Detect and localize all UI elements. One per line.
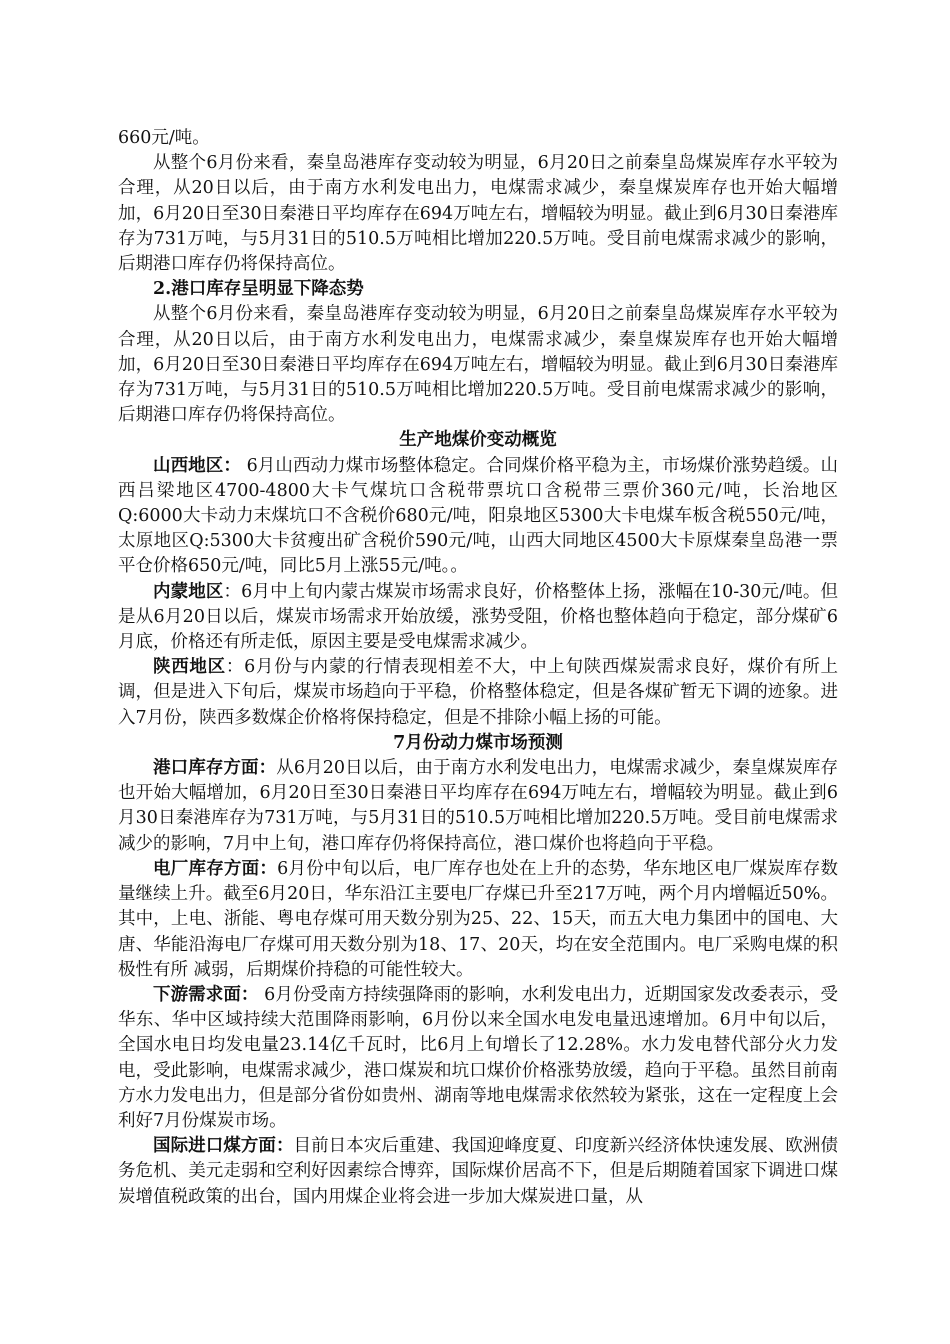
paragraph-demand (118, 983, 838, 1134)
paragraph-port-inventory-2: 从整个6月份来看，秦皇岛港库存变动较为明显，6月20日之前秦皇岛煤炭库存水平较为合理，从20日以后，由于南方水利发电出力，电煤需求减少，秦皇煤炭库存也开始大幅增加，6月20日至30日秦港日平均库存在694万吨左右，增幅较为明显。截止到6月30日秦港库存为731万吨，与5月31日的510.5万吨相比增加220.5万吨。受目前电煤需求减少的影响，后期港口库存仍将保持高位。 (118, 304, 838, 426)
text-demand: 6月份受南方持续强降雨的影响，水利发电出力，近期国家发改委表示，受华东、华中区域持续大范围降雨影响，6月份以来全国水电发电量迅速增加。6月中旬以后，全国水电日均发电量23.14亿千瓦时，比6月上旬增长了12.28%。水力发电替代部分火力发电，受此影响，电煤需求减少，港口煤炭和坑口煤价价格涨势放缓，趋向于平稳。虽然目前南方水力发电出力，但是部分省份如贵州、湖南等地电煤需求依然较为紧张，这在一定程度上会利好7月份煤炭市场。 (118, 984, 838, 1131)
paragraph-shanxi (118, 454, 838, 580)
label-demand: 下游需求面： (153, 984, 259, 1005)
label-shaanxi: 陕西地区 (153, 657, 226, 678)
paragraph-shaanxi (118, 655, 838, 731)
label-plant: 电厂库存方面： (153, 858, 278, 879)
paragraph-neimeng (118, 580, 838, 656)
text-port: 从6月20日以后，由于南方水利发电出力，电煤需求减少，秦皇煤炭库存也开始大幅增加，6月20日至30日秦港日平均库存在694万吨左右，增幅较为明显。截止到6月30日秦港库存为731万吨，与5月31日的510.5万吨相比增加220.5万吨。受目前电煤需求减少的影响，7月中上旬，港口库存仍将保持高位，港口煤价也将趋向于平稳。 (118, 758, 839, 854)
label-neimeng: 内蒙地区 (153, 581, 224, 602)
section-title-july-forecast: 7月份动力煤市场预测 (393, 732, 563, 753)
text-neimeng: ：6月中上旬内蒙古煤炭市场需求良好，价格整体上扬，涨幅在10-30元/吨。但是从6月20日以后，煤炭市场需求开始放缓，涨势受阻，价格也整体趋向于稳定，部分煤矿6月底，价格还有所走低，原因主要是受电煤需求减少。 (118, 581, 838, 653)
paragraph-port-inventory-1: 从整个6月份来看，秦皇岛港库存变动较为明显，6月20日之前秦皇岛煤炭库存水平较为合理，从20日以后，由于南方水利发电出力，电煤需求减少，秦皇煤炭库存也开始大幅增加，6月20日至30日秦港日平均库存在694万吨左右，增幅较为明显。截止到6月30日秦港库存为731万吨，与5月31日的510.5万吨相比增加220.5万吨。受目前电煤需求减少的影响，后期港口库存仍将保持高位。 (118, 153, 838, 275)
text-plant: 6月份中旬以后，电厂库存也处在上升的态势，华东地区电厂煤炭库存数量继续上升。截至6月20日，华东沿江主要电厂存煤已升至217万吨，两个月内增幅近50%。其中，上电、浙能、粤电存煤可用天数分别为25、22、15天，而五大电力集团中的国电、大唐、华能沿海电厂存煤可用天数分别为18、17、20天，均在安全范围内。电厂采购电煤的积极性有所 减弱，后期煤价持稳的可能性较大。 (118, 858, 838, 980)
text-shanxi: 6月山西动力煤市场整体稳定。合同煤价格平稳为主，市场煤价涨势趋缓。山西吕梁地区4700-4800大卡气煤坑口含税带票坑口含税带三票价360元/吨，长治地区Q:6000大卡动力末煤坑口不含税价680元/吨，阳泉地区5300大卡电煤车板含税550元/吨，太原地区Q:5300大卡贫瘦出矿含税价590元/吨，山西大同地区4500大卡原煤秦皇岛港一票平仓价格650元/吨，同比5月上涨55元/吨。。 (118, 455, 839, 577)
section-title-production-prices: 生产地煤价变动概览 (399, 430, 557, 451)
section-heading-port-inventory: 2.港口库存呈明显下降态势 (153, 279, 364, 300)
document-page (118, 126, 838, 1210)
text-import: 目前日本灾后重建、我国迎峰度夏、印度新兴经济体快速发展、欧洲债务危机、美元走弱和空利好因素综合博弈，国际煤价居高不下，但是后期随着国家下调进口煤炭增值税政策的出台，国内用煤企业将会进一步加大煤炭进口量，从 (118, 1136, 839, 1207)
label-import: 国际进口煤方面： (153, 1136, 294, 1157)
paragraph-plant (118, 857, 838, 983)
label-port: 港口库存方面： (153, 758, 277, 779)
text-shaanxi: ：6月份与内蒙的行情表现相差不大，中上旬陕西煤炭需求良好，煤价有所上调，但是进入下旬后，煤炭市场趋向于平稳，价格整体稳定，但是各煤矿暂无下调的迹象。进入7月份，陕西多数煤企价格将保持稳定，但是不排除小幅上扬的可能。 (118, 657, 839, 728)
label-shanxi: 山西地区： (153, 455, 241, 476)
paragraph-port (118, 756, 838, 857)
lead-line: 660元/吨。 (118, 128, 210, 148)
paragraph-import (118, 1134, 838, 1210)
